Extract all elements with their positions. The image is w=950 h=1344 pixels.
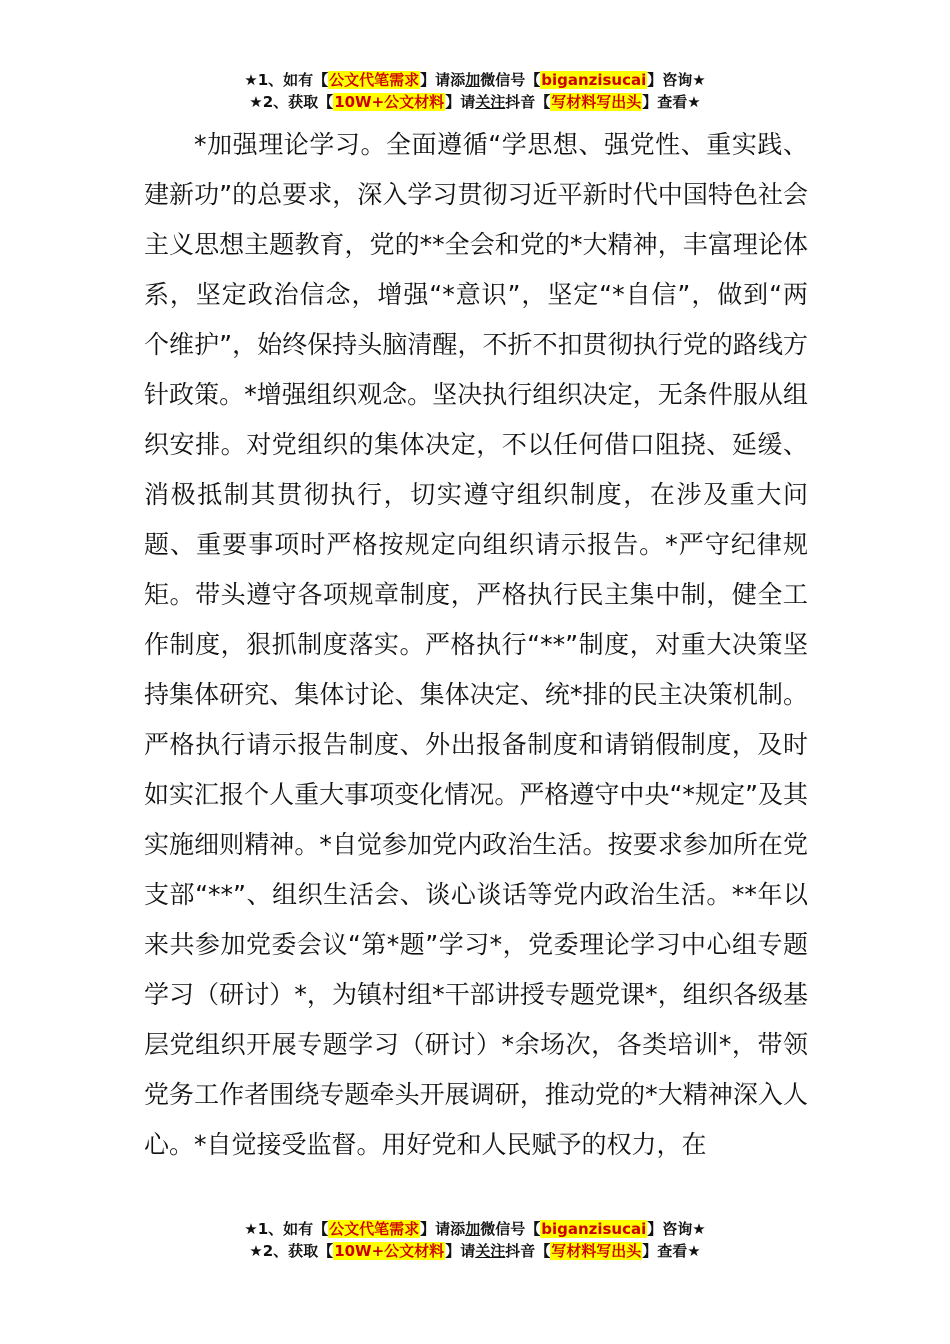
- footer-banner-line-1: [0, 1218, 950, 1240]
- banner-line-1-prefix: ★1、如有【: [244, 71, 329, 89]
- footer-banner-line-2: [0, 1240, 950, 1262]
- banner-line-1-suffix: 】咨询★: [647, 71, 706, 89]
- footer-line-1-suffix: 】咨询★: [647, 1220, 706, 1238]
- body-paragraph: *加强理论学习。全面遵循“学思想、强党性、重实践、建新功”的总要求，深入学习贯彻习近平新时代中国特色社会主义思想主题教育，党的**全会和党的*大精神，丰富理论体系，坚定政治信念，增强“*意识”，坚定“*自信”，做到“两个维护”，始终保持头脑清醒，不折不扣贯彻执行党的路线方针政策。*增强组织观念。坚决执行组织决定，无条件服从组织安排。对党组织的集体决定，不以任何借口阻挠、延缓、消极抵制其贯彻执行，切实遵守组织制度，在涉及重大问题、重要事项时严格按规定向组织请示报告。*严守纪律规矩。带头遵守各项规章制度，严格执行民主集中制，健全工作制度，狠抓制度落实。严格执行“**”制度，对重大决策坚持集体研究、集体讨论、集体决定、统*排的民主决策机制。严格执行请示报告制度、外出报备制度和请销假制度，及时如实汇报个人重大事项变化情况。严格遵守中央“*规定”及其实施细则精神。*自觉参加党内政治生活。按要求参加所在党支部“**”、组织生活会、谈心谈话等党内政治生活。**年以来共参加党委会议“第*题”学习*，党委理论学习中心组专题学习（研讨）*，为镇村组*干部讲授专题党课*，组织各级基层党组织开展专题学习（研讨）*余场次，各类培训*，带领党务工作者围绕专题牵头开展调研，推动党的*大精神深入人心。*自觉接受监督。用好党和人民赋予的权力，在: [144, 130, 808, 1159]
- footer-banner: [0, 1218, 950, 1262]
- footer-line-2-emphasis: 关注: [475, 1242, 506, 1260]
- footer-line-2-suffix: 】查看★: [642, 1242, 701, 1260]
- footer-line-1-mid-a: 】请添: [420, 1220, 466, 1238]
- footer-line-2-mid-a: 】请: [445, 1242, 476, 1260]
- footer-line-1-prefix: ★1、如有【: [244, 1220, 329, 1238]
- banner-line-1: [0, 69, 950, 91]
- banner-line-1-emphasis: 加: [465, 71, 481, 89]
- banner-line-2-mid-b: 抖音【: [505, 93, 551, 111]
- footer-highlight-service: 公文代笔需求: [329, 1220, 420, 1238]
- banner-line-1-mid-b: 微信号【: [480, 71, 541, 89]
- banner-line-2-mid-a: 】请: [445, 93, 476, 111]
- footer-highlight-materials: 10W+公文材料: [334, 1242, 445, 1260]
- banner-line-2: [0, 91, 950, 113]
- banner-line-2-prefix: ★2、获取【: [249, 93, 334, 111]
- banner-line-1-mid-a: 】请添: [420, 71, 466, 89]
- footer-highlight-douyin-account: 写材料写出头: [551, 1242, 642, 1260]
- footer-highlight-wechat-id: biganzisucai: [541, 1220, 647, 1238]
- banner-highlight-materials: 10W+公文材料: [334, 93, 445, 111]
- footer-line-2-mid-b: 抖音【: [505, 1242, 551, 1260]
- footer-line-2-prefix: ★2、获取【: [249, 1242, 334, 1260]
- banner-highlight-wechat-id: biganzisucai: [541, 71, 647, 89]
- banner-highlight-service: 公文代笔需求: [329, 71, 420, 89]
- banner-line-2-suffix: 】查看★: [642, 93, 701, 111]
- header-banner: [0, 69, 950, 113]
- footer-line-1-emphasis: 加: [465, 1220, 481, 1238]
- banner-line-2-emphasis: 关注: [475, 93, 506, 111]
- footer-line-1-mid-b: 微信号【: [480, 1220, 541, 1238]
- banner-highlight-douyin-account: 写材料写出头: [551, 93, 642, 111]
